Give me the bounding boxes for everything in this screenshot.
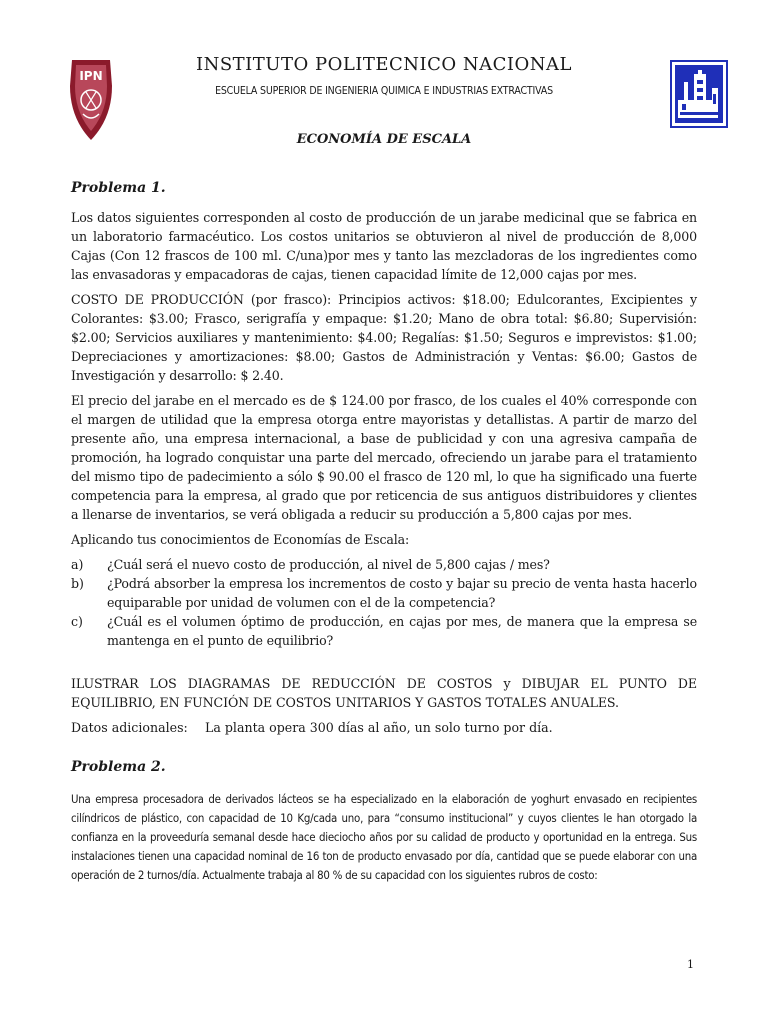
esiqie-logo-icon: [670, 60, 728, 128]
list-item: [71, 555, 697, 574]
list-item: [71, 612, 697, 650]
school-subtitle: ESCUELA SUPERIOR DE INGENIERIA QUIMICA E INDUSTRIAS EXTRACTIVAS: [215, 85, 553, 97]
institution-title: INSTITUTO POLITECNICO NACIONAL: [195, 54, 573, 75]
question-label: b): [71, 576, 84, 591]
problem-1-paragraph-1: Los datos siguientes corresponden al costo de producción de un jarabe medicinal que se fabrica en un laboratorio farmacéutico. Los costos unitarios se obtuvieron al nivel de producción de 8,000 Cajas (Con 12 frascos de 100 ml. C/una)por mes y tanto las mezcladoras de los ingredientes como las envasadoras y empacadoras de cajas, tienen capacidad límite de 12,000 cajas por mes.: [71, 210, 697, 282]
question-text: ¿Podrá absorber la empresa los incrementos de costo y bajar su precio de venta hasta hacerlo equiparable por unidad de volumen con el de la competencia?: [107, 576, 697, 610]
problem-1-heading: Problema 1.: [71, 180, 166, 196]
instruction-paragraph: ILUSTRAR LOS DIAGRAMAS DE REDUCCIÓN DE COSTOS y DIBUJAR EL PUNTO DE EQUILIBRIO, EN FUNCIÓN DE COSTOS UNITARIOS Y GASTOS TOTALES ANUALES.: [71, 676, 697, 710]
problem-2-heading: Problema 2.: [71, 759, 166, 775]
page-number: 1: [687, 958, 694, 971]
additional-data-label: Datos adicionales:: [71, 720, 188, 735]
question-label: a): [71, 557, 84, 572]
question-text: ¿Cuál es el volumen óptimo de producción, en cajas por mes, de manera que la empresa se mantenga en el punto de equilibrio?: [107, 614, 697, 648]
ipn-logo-icon: [66, 56, 116, 144]
problem-1-paragraph-4: Aplicando tus conocimientos de Economías de Escala:: [71, 532, 410, 547]
document-body: [71, 180, 697, 897]
additional-data-text: La planta opera 300 días al año, un solo turno por día.: [205, 720, 553, 735]
question-text: ¿Cuál será el nuevo costo de producción, al nivel de 5,800 cajas / mes?: [107, 557, 550, 572]
question-list: [71, 555, 697, 650]
document-title: ECONOMÍA DE ESCALA: [296, 132, 472, 147]
additional-data: [71, 718, 697, 737]
problem-1-paragraph-3: El precio del jarabe en el mercado es de $ 124.00 por frasco, de los cuales el 40% corresponde con el margen de utilidad que la empresa otorga entre mayoristas y detallistas. A partir de marzo del presente año, una empresa internacional, a base de publicidad y con una agresiva campaña de promoción, ha logrado conquistar una parte del mercado, ofreciendo un jarabe para el tratamiento del mismo tipo de padecimiento a sólo $ 90.00 el frasco de 120 ml, lo que ha significado una fuerte competencia para la empresa, al grado que por reticencia de sus antiguos distribuidores y clientes a llenarse de inventarios, se verá obligada a reducir su producción a 5,800 cajas por mes.: [71, 393, 697, 522]
question-label: c): [71, 614, 83, 629]
problem-2-paragraph: Una empresa procesadora de derivados lácteos se ha especializado en la elaboración de yoghurt envasado en recipientes cilíndricos de plástico, con capacidad de 10 Kg/cada uno, para “consumo institucional” y cuyos clientes le han otorgado la confianza en la proveeduría semanal desde hace dieciocho años por su calidad de producto y oportunidad en la entrega. Sus instalaciones tienen una capacidad nominal de 16 ton de producto envasado por día, cantidad que se puede elaborar con una operación de 2 turnos/día. Actualmente trabaja al 80 % de su capacidad con los siguientes rubros de costo:: [71, 792, 697, 883]
problem-1-cost-paragraph: COSTO DE PRODUCCIÓN (por frasco): Principios activos: $18.00; Edulcorantes, Excipientes y Colorantes: $3.00; Frasco, serigrafía y empaque: $1.20; Mano de obra total: $6.80; Supervisión: $2.00; Servicios auxiliares y mantenimiento: $4.00; Regalías: $1.50; Seguros e imprevistos: $1.00; Depreciaciones y amortizaciones: $8.00; Gastos de Administración y Ventas: $6.00; Gastos de Investigación y desarrollo: $ 2.40.: [71, 292, 697, 383]
ipn-logo-text: IPN: [79, 69, 103, 83]
list-item: [71, 574, 697, 612]
